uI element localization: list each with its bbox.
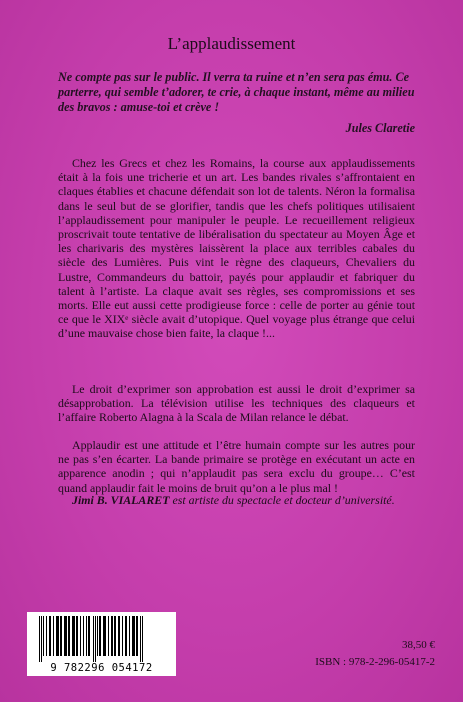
book-title: L’applaudissement	[167, 34, 296, 53]
price: 38,50 €	[402, 639, 435, 651]
barcode-bar	[46, 616, 47, 656]
barcode-bar	[93, 616, 94, 662]
barcode-bar	[88, 616, 90, 656]
isbn: ISBN : 978-2-296-05417-2	[315, 656, 435, 668]
barcode-digits: 9 782296 054172	[50, 662, 153, 674]
summary-paragraph-2: Le droit d’exprimer son approbation est aussi le droit d’exprimer sa désapprobation. La télévision utilise les techniques des claqueurs et l’affaire Roberto Alagna à la Scala de Milan relance le débat.	[58, 382, 415, 425]
barcode-bar	[83, 616, 84, 656]
epigraph-author: Jules Claretie	[345, 121, 415, 135]
barcode-bar	[72, 616, 75, 656]
barcode-bar	[111, 616, 113, 656]
barcode-bar	[99, 616, 101, 656]
barcode-bar	[132, 616, 135, 656]
barcode-bar	[76, 616, 78, 656]
barcode-bar	[140, 616, 141, 662]
barcode-bar	[136, 616, 138, 656]
summary-paragraph-1: Chez les Grecs et chez les Romains, la course aux applaudissements était à la fois une tricherie et un art. Les bandes rivales s’affrontaient en claques établies et chacune défendait son lot de talents. Néron la formalisa dans le seul but de se glorifier, tandis que les chefs politiques utilisaient l’applaudissement pour manipuler le peuple. Le recueillement religieux proscrivait toute tentative de libéralisation du spectateur au Moyen Âge et les charivaris des mystères laissèrent la place aux terribles cabales du siècle des Lumières. Puis vint le règne des claqueurs, Chevaliers du Lustre, Commandeurs du battoir, payés pour applaudir et fabriquer du talent à l’artiste. La claque avait ses règles, ses compromissions et ses morts. Elle eut aussi cette prodigieuse force : celle de porter au génie tout ce que le XIXᵉ siècle avait d’utopique. Quel voyage plus étrange que celui d’une mauvaise chose bien faite, la claque !...	[58, 156, 415, 341]
barcode-bar	[122, 616, 123, 656]
barcode-bar	[108, 616, 109, 656]
epigraph-quote: Ne compte pas sur le public. Il verra ta ruine et n’en sera pas ému. Ce parterre, qui semble t’adorer, te crie, à chaque instant, même au milieu des bravos : amuse-toi et crève !	[58, 70, 415, 115]
barcode-bar	[49, 616, 51, 656]
barcode-bar	[68, 616, 70, 656]
barcode-bar	[41, 616, 42, 662]
barcode-bars	[27, 612, 176, 662]
barcode-bar	[53, 616, 54, 656]
barcode-bar	[80, 616, 81, 656]
barcode-bar	[56, 616, 59, 656]
author-bio-text: est artiste du spectacle et docteur d’université.	[169, 493, 395, 507]
barcode	[27, 612, 176, 676]
author-name: Jimi B. VIALARET	[72, 493, 170, 507]
barcode-bar	[86, 616, 87, 656]
barcode-bar	[95, 616, 96, 662]
barcode-bar	[60, 616, 62, 656]
summary-paragraph-3: Applaudir est une attitude et l’être humain compte sur les autres pour ne pas s’en écarter. La bande primaire se protège en exécutant un acte en apparence anodin ; qui n’applaudit pas sera exclu du groupe… C’est quand applaudir fait le moins de bruit qu’on a le plus mal !	[58, 438, 415, 495]
author-bio	[58, 493, 415, 508]
barcode-bar	[64, 616, 67, 656]
barcode-bar	[114, 616, 116, 656]
barcode-bar	[103, 616, 106, 656]
barcode-bar	[39, 616, 40, 662]
barcode-bar	[129, 616, 130, 656]
barcode-bar	[125, 616, 127, 656]
barcode-bar	[43, 616, 44, 656]
barcode-bar	[118, 616, 120, 656]
barcode-bar	[142, 616, 143, 662]
barcode-bar	[97, 616, 98, 656]
